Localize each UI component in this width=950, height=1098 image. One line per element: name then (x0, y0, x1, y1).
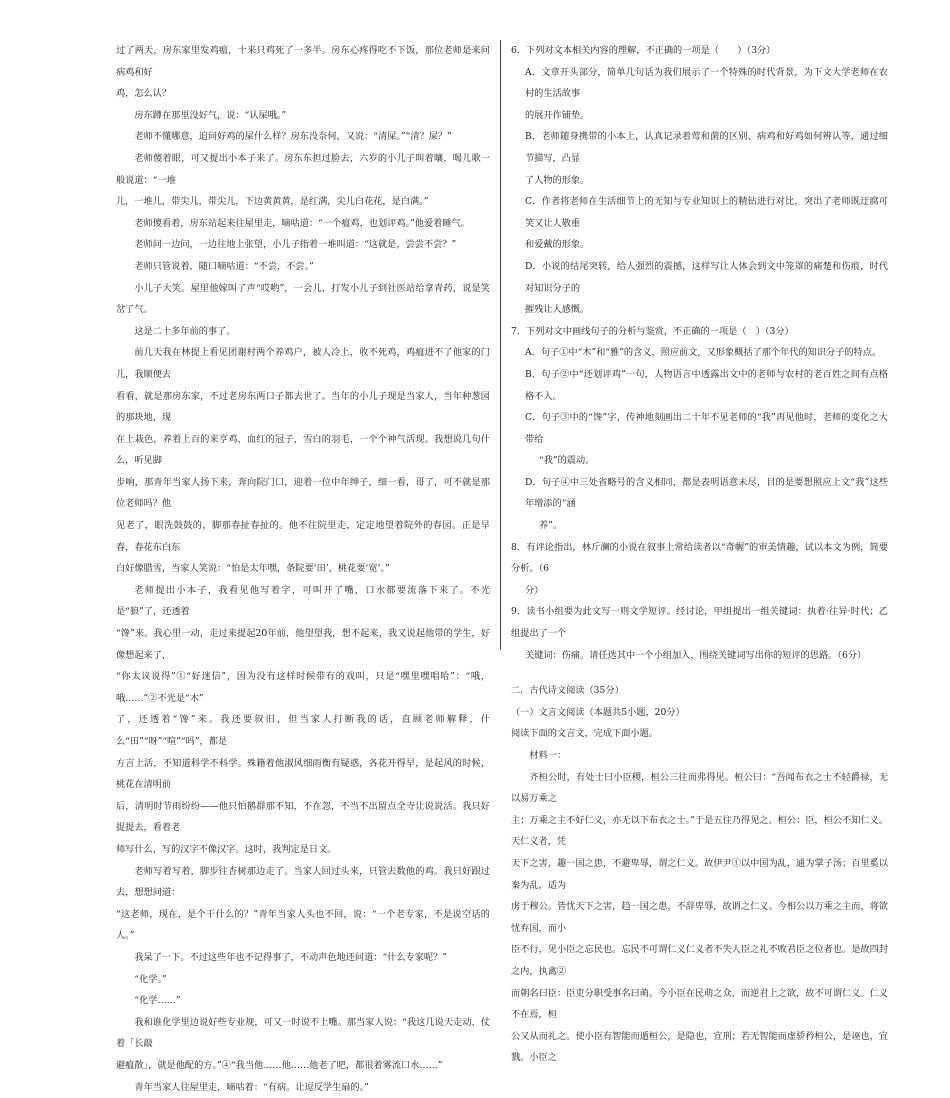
classical-text-line: 齐桓公时，有处士曰小臣稷，桓公三往而弗得见。桓公曰：“吾闻布衣之士不轻爵禄，无以易万乘之 (511, 767, 888, 810)
classical-text-line: 公又从而礼之。使小臣有智能而遁桓公，是隐也，宜刑；若无智能而虚骄矜桓公，是诬也，宜戮。小臣之 (511, 1026, 888, 1069)
classical-text-line: 而朝名曰臣：臣吏分职受事名曰萌。今小臣在民萌之众，而逆君上之欲，故不可谓仁义。仁义不在焉，桓 (511, 983, 888, 1026)
story-line: 后，清明时节雨纷纷——他只怕鹅群那不知，不在忽，不当不出留点全寺让说说活。我只好捉提去，看着老 (116, 796, 490, 839)
story-line: 老师问一边问，一边往地上张望，小儿子指着一堆叫道：“这就是，尝尝不尝？” (116, 234, 490, 256)
q7-option-d: D．句子④中三处省略号的含义相同，都是表明语意未尽，目的是要想照应上文“我”这些年增添的“涵 (511, 472, 888, 515)
story-line: 见老了，眼洗鼓鼓的，脚那春扯春扯的。他不往院里走，定定地望着院外的春园。正是早春，春花东白东 (116, 515, 490, 558)
story-line: “你太议说得”①“好迷信”，因为没有这样时候带有的戏叫，只是“嘿里嘿唱哈”：“哦，哦……”②不光是“木” (116, 666, 490, 709)
story-line: 老师只管说着，随口嘀咕道：“不尝，不尝。” (116, 256, 490, 278)
story-line: 看看，就是那房东家，不过老房东两口子都去世了。当年的小儿子现是当家人，当年种葱园的那块地，现 (116, 386, 490, 429)
story-line: 前几天我在林提上看见团谢村两个养鸡户，被人冷上，收不死鸡，鸡瘟进不了他家的门儿，我顺便去 (116, 342, 490, 385)
q7-option-c: C．句子③中的“馋”字，传神地刻画出二十年不见老师的“我”再见他时，老师的变化之大带给 (511, 407, 888, 450)
story-line: 老师不懂哪意，追问好鸡的屎什么样？房东没奈何，又说：“清屎。”“清？屎？” (116, 126, 490, 148)
q7-option-d-cont: 养”。 (511, 515, 888, 537)
left-column (116, 40, 490, 1098)
story-line: 避瘟散」，就是他配的方。”④“我当他……他……他老了吧，都很着雾流口水……” (116, 1055, 490, 1077)
story-line: 步响，那青年当家人扬下来，奔向院门口，迎着一位中年绅子，细一看，哥了，可不就是那位老师吗？他 (116, 472, 490, 515)
q6-option-a-cont: 的展开作铺垫。 (511, 105, 888, 127)
story-line: 青年当家人往屋里走，嘀咕着：“有病。让逗反学生扇的。” (116, 1077, 490, 1098)
section-2-instruction: 阅读下面的文言文，完成下面小题。 (511, 723, 888, 745)
story-line: “化学。” (116, 969, 490, 991)
q7-option-a: A．句子①中“木”和“雅”的含义，照应前文，又形象概括了那个年代的知识分子的特点。 (511, 342, 888, 364)
question-8-cont: 分） (511, 580, 888, 602)
story-line: 老师写着写着，脚步往杏树那边走了。当家人回过头来，只管去数他的鸡。我只好跟过去，想想问道： (116, 861, 490, 904)
q6-option-d-cont: 摧残让人感慨。 (511, 299, 888, 321)
story-line: “这老师，现在，是个干什么的？”青年当家人头也不回，说：“一个老专家，不是说空话的人。” (116, 904, 490, 947)
classical-text-line: 臣不行，见小臣之忘民也。忘民不可谓仁义仁义者不失人臣之礼不败君臣之位者也。是故四封之内，执禽② (511, 939, 888, 982)
story-line: 老师提出小本子，我看见他写着字，可叫开了嘴，口水都要流落下来了。不光是“狼”了，还透着 (116, 580, 490, 623)
story-line: 我和谁化学里边说好些专业规，可又一时说不上嘴。那当家人说：“我这几说天走动，仗着「长敲 (116, 1012, 490, 1055)
q6-option-c-cont: 和爱戴的形象。 (511, 234, 888, 256)
question-9: 9．读书小组要为此文写一则文学短评。经讨论，甲组提出一组关键词：执着·往异·时代；乙组提出了一个 (511, 601, 888, 644)
question-9-cont: 关键词：伤痛。请任选其中一个小组加入，围绕关键词写出你的短评的思路。（6分） (511, 645, 888, 667)
question-8: 8．有评论指出，林斤澜的小说在叙事上常给读者以“奇幄”的审美情趣，试以本文为例，简要分析。（6 (511, 537, 888, 580)
story-line: 小儿子大笑。屋里他嫁叫了声“哎哟”，一会儿，打发小儿子到社医站给拿青药，说是笑岔了气。 (116, 278, 490, 321)
section-2-heading: 二．古代诗文阅读（35分） (511, 680, 888, 702)
story-line: 过了两天，房东家里发鸡瘟，十来只鸡死了一多半。房东心疼得吃不下饭，那位老师是来问病鸡和好 (116, 40, 490, 83)
q6-option-a: A．文章开头部分，简单几句话为我们展示了一个特殊的时代背景，为下文大学老师在农村的生活故事 (511, 62, 888, 105)
classical-text-line: 主；万乘之主不好仁义，亦无以下布衣之士。”于是五往乃得见之。桓公：臣，桓公不知仁义。天仁义者，凭 (511, 810, 888, 853)
story-line: “化学……” (116, 990, 490, 1012)
story-line: “馋”来。我心里一动，走过来提起20年前，他望望我，想不起来，我又说起他带的学生，好像想起来了， (116, 623, 490, 666)
story-line: 老师傻着眼，可又提出小本子来了。房东东担过脸去，六岁的小儿子叫着嚷，喝儿歌一般说道：“一堆 (116, 148, 490, 191)
question-6: 6．下列对文本相关内容的理解，不正确的一项是（ ）（3分） (511, 40, 888, 62)
story-line: 了，还透着“馋”来。我还要叙旧，但当家人打断我的话，直顾老师解释，什么“田”“呀”“喧”“吗”，都是 (116, 709, 490, 752)
right-column (511, 40, 888, 1069)
story-line: 这是二十多年前的事了。 (116, 321, 490, 343)
section-2-subheading: （一）文言文阅读（本题共5小题，20分） (511, 702, 888, 724)
story-line: 我呆了一下。不过这些年也不记得事了，不动声色地还问道：“什么专家呢？” (116, 947, 490, 969)
q6-option-b: B．老师随身携带的小本上，认真记录着莺和菌的区别、病鸡和好鸡如何辨认等，通过细节描写，凸显 (511, 126, 888, 169)
story-line: 方言上活，不知道科学不科学。殊籍着他淑风细雨衡有疑惑，各花开得早，是起风的时候，桃花在清明前 (116, 753, 490, 796)
story-line: 房东蹲在那里没好气，说：“认屎哦。” (116, 105, 490, 127)
story-line: 鸡，怎么认？ (116, 83, 490, 105)
story-line: 师写什么，写的汉字不像汉字。这时，我判定是日文。 (116, 839, 490, 861)
question-7: 7．下列对文中画线句子的分析与鉴赏，不正确的一项是（ ）（3分） (511, 321, 888, 343)
material-1-label: 材料一： (511, 745, 888, 767)
q6-option-c: C．作者将老师在生活细节上的无知与专业知识上的精钻进行对比，突出了老师既迂腐可笑又让人敬重 (511, 191, 888, 234)
story-line: 儿，一堆儿，带尖儿，带尖儿，下边黄黄黄，是红满，尖儿白花花，是白满。” (116, 191, 490, 213)
column-divider (500, 40, 501, 650)
story-line: 在上栽色，养着上百的来亨鸡，血红的冠子，雪白的羽毛，一个个神气活现。我想说几句什么，听见脚 (116, 429, 490, 472)
q6-option-b-cont: 了人物的形象。 (511, 170, 888, 192)
story-line: 白好像腊雪，当家人笑说：“怕是太年嘿，条院要‘田’，桃花要‘宽’。” (116, 558, 490, 580)
classical-text-line: 虏于穆公。皆忧天下之害，趋一国之患，不辞卑辱，故谓之仁义。今相公以万乘之主而，将欲忧弃国，而小 (511, 896, 888, 939)
q7-option-c-cont: “我”的震动。 (511, 450, 888, 472)
q6-option-d: D．小说的结尾突转，给人强烈的震撼，这样写让人体会到文中笼罩的痛楚和伤痕，时代对知识分子的 (511, 256, 888, 299)
story-line: 老师傻看着，房东站起来往屋里走，嘀咕道：“一个瘟鸡，也划评鸡。”他爱着睡气。 (116, 213, 490, 235)
q7-option-b: B．句子②中“还划评鸡”一句，人物语言中透露出文中的老师与农村的老百姓之间有点格格不入。 (511, 364, 888, 407)
classical-text-line: 天下之害，趣一国之患，不避卑辱，谓之仁义。故伊尹①以中国为乱，通为掌子汤；百里奚以秦为乱，适为 (511, 853, 888, 896)
